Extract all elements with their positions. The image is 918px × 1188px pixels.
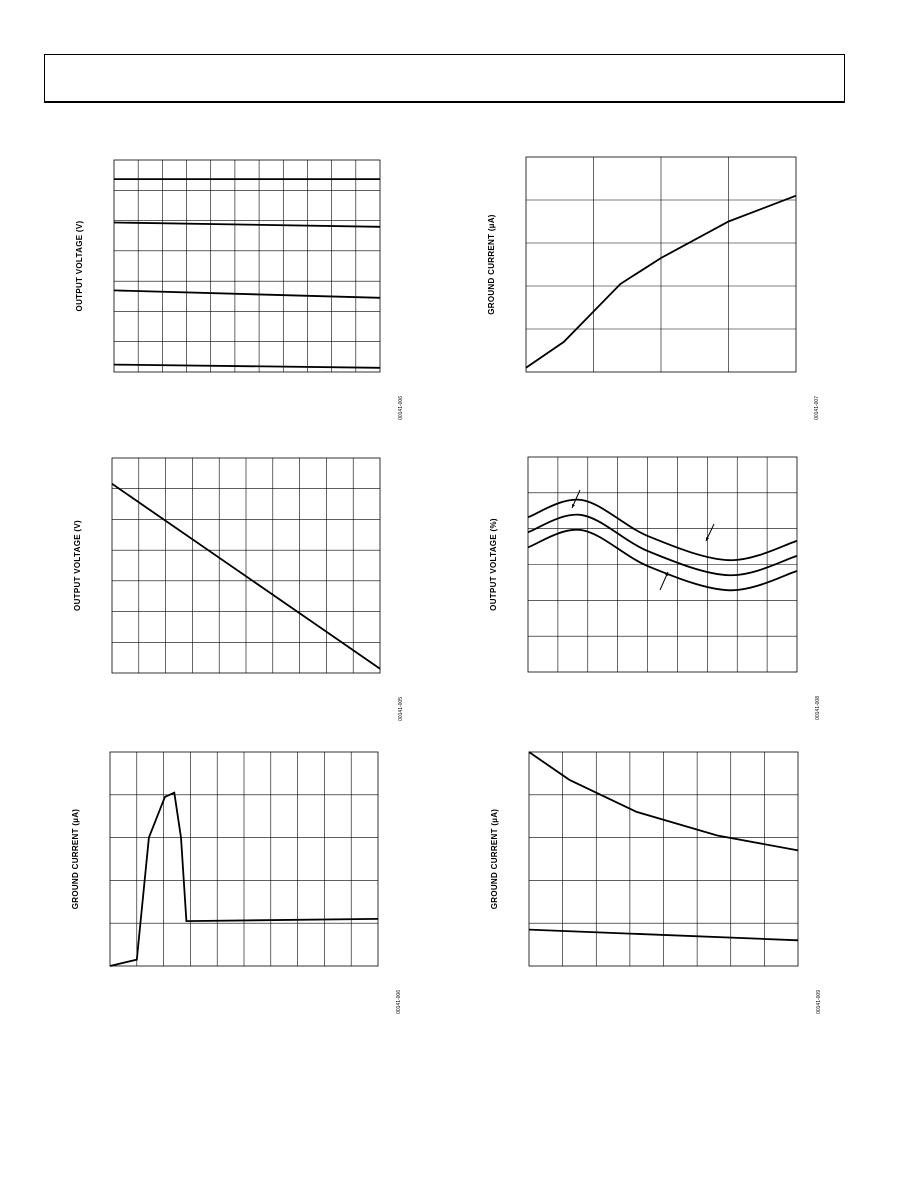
chart-svg [480,450,827,720]
grid [110,752,378,966]
y-axis-label: GROUND CURRENT (µA) [71,808,80,910]
grid [114,160,380,372]
chart-svg [480,745,828,1014]
chart-ground-current-rising [480,150,826,420]
page-header-box [44,54,845,103]
y-axis-label: GROUND CURRENT (µA) [490,808,499,910]
grid [529,752,798,966]
chart-svg [60,745,408,1014]
chart-ground-current-decreasing [480,745,828,1014]
figure-number: 00141-008 [815,696,821,720]
chart-output-voltage-linear [60,450,410,721]
series-line-1 [528,515,797,576]
figure-number: 00141-009 [816,990,822,1014]
figure-number: 00141-006 [398,396,404,420]
figure-number: 00141-005 [398,697,404,721]
figure-number: 00141-007 [814,396,820,420]
chart-ground-current-spike [60,745,408,1014]
chart-svg [480,150,826,420]
y-axis-label: OUTPUT VOLTAGE (V) [73,520,82,611]
chart-output-voltage-vs-temp [60,150,410,420]
chart-svg [60,450,410,721]
y-axis-label: OUTPUT VOLTAGE (%) [489,518,498,611]
y-axis-label: OUTPUT VOLTAGE (V) [75,220,84,312]
chart-output-voltage-percent [480,450,827,720]
plot-frame [114,160,380,372]
series-line-2 [114,290,380,297]
y-axis-label: GROUND CURRENT (µA) [487,214,496,315]
chart-svg [60,150,410,420]
series-line-1 [114,223,380,227]
series-line-2 [528,530,797,591]
series-line-3 [114,365,380,368]
grid [528,457,797,672]
figure-number: 00141-006 [396,990,402,1014]
